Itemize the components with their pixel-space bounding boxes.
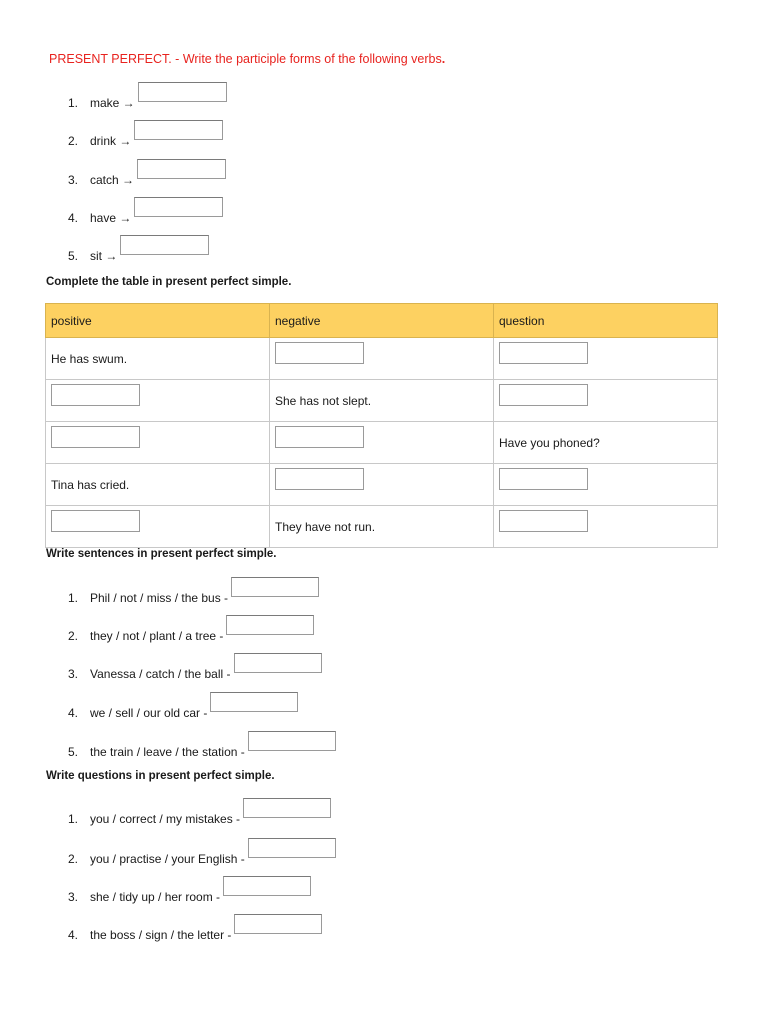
- title-text: PRESENT PERFECT. - Write the participle forms of the following verbs: [49, 52, 442, 66]
- answer-field[interactable]: [275, 468, 364, 490]
- item-number: 5.: [68, 745, 79, 759]
- column-header-question: question: [494, 304, 718, 338]
- table-cell: [494, 380, 718, 422]
- table-cell: [270, 338, 494, 380]
- item-number: 1.: [68, 812, 79, 826]
- answer-field[interactable]: [51, 384, 140, 406]
- item-prompt: Phil / not / miss / the bus -: [90, 591, 229, 605]
- sentences-heading: Write sentences in present perfect simple.: [46, 548, 277, 560]
- item-prompt: sit →: [90, 249, 118, 263]
- answer-field[interactable]: [51, 426, 140, 448]
- table-cell: [270, 464, 494, 506]
- item-prompt: we / sell / our old car -: [90, 706, 208, 720]
- item-prompt: you / correct / my mistakes -: [90, 812, 241, 826]
- item-number: 1.: [68, 96, 79, 110]
- column-header-positive: positive: [46, 304, 270, 338]
- column-header-negative: negative: [270, 304, 494, 338]
- answer-field[interactable]: [223, 876, 311, 896]
- worksheet-title: [49, 52, 445, 66]
- table-cell: [270, 422, 494, 464]
- answer-field[interactable]: [275, 342, 364, 364]
- table-row: [46, 422, 718, 464]
- table-cell: [46, 380, 270, 422]
- table-row: [46, 506, 718, 548]
- list-item: [68, 804, 331, 826]
- item-number: 2.: [68, 134, 79, 148]
- table-row: [46, 338, 718, 380]
- item-number: 3.: [68, 667, 79, 681]
- list-item: [68, 844, 336, 866]
- present-perfect-table: [45, 303, 718, 548]
- answer-field[interactable]: [231, 577, 319, 597]
- table-row: [46, 380, 718, 422]
- list-item: [68, 88, 227, 110]
- list-item: [68, 621, 314, 643]
- item-number: 2.: [68, 629, 79, 643]
- list-item: [68, 203, 223, 225]
- table-cell: He has swum.: [46, 338, 270, 380]
- answer-field[interactable]: [134, 197, 223, 217]
- list-item: [68, 737, 336, 759]
- answer-field[interactable]: [248, 838, 336, 858]
- answer-field[interactable]: [243, 798, 331, 818]
- answer-field[interactable]: [134, 120, 223, 140]
- answer-field[interactable]: [234, 653, 322, 673]
- answer-field[interactable]: [499, 468, 588, 490]
- list-item: [68, 241, 209, 263]
- table-cell: [494, 464, 718, 506]
- answer-field[interactable]: [248, 731, 336, 751]
- answer-field[interactable]: [120, 235, 209, 255]
- item-prompt: have →: [90, 211, 132, 225]
- answer-field[interactable]: [51, 510, 140, 532]
- table-cell: Have you phoned?: [494, 422, 718, 464]
- table-heading: Complete the table in present perfect simple.: [46, 276, 292, 288]
- answer-field[interactable]: [275, 426, 364, 448]
- item-prompt: they / not / plant / a tree -: [90, 629, 224, 643]
- table-cell: [494, 506, 718, 548]
- item-prompt: the train / leave / the station -: [90, 745, 245, 759]
- table-cell: They have not run.: [270, 506, 494, 548]
- item-number: 2.: [68, 852, 79, 866]
- item-number: 5.: [68, 249, 79, 263]
- list-item: [68, 126, 223, 148]
- item-number: 4.: [68, 706, 79, 720]
- item-number: 4.: [68, 928, 79, 942]
- table-cell: Tina has cried.: [46, 464, 270, 506]
- item-prompt: the boss / sign / the letter -: [90, 928, 232, 942]
- table-cell: [46, 506, 270, 548]
- answer-field[interactable]: [137, 159, 226, 179]
- table-cell: [46, 422, 270, 464]
- answer-field[interactable]: [226, 615, 314, 635]
- list-item: [68, 882, 311, 904]
- answer-field[interactable]: [499, 342, 588, 364]
- table-header-row: [46, 304, 718, 338]
- item-number: 4.: [68, 211, 79, 225]
- answer-field[interactable]: [234, 914, 322, 934]
- table-cell: She has not slept.: [270, 380, 494, 422]
- item-number: 3.: [68, 173, 79, 187]
- item-prompt: you / practise / your English -: [90, 852, 245, 866]
- questions-heading: Write questions in present perfect simple.: [46, 770, 275, 782]
- item-number: 1.: [68, 591, 79, 605]
- answer-field[interactable]: [499, 384, 588, 406]
- list-item: [68, 659, 322, 681]
- item-prompt: she / tidy up / her room -: [90, 890, 221, 904]
- answer-field[interactable]: [499, 510, 588, 532]
- answer-field[interactable]: [210, 692, 298, 712]
- answer-field[interactable]: [138, 82, 227, 102]
- item-prompt: Vanessa / catch / the ball -: [90, 667, 231, 681]
- list-item: [68, 920, 322, 942]
- item-prompt: make →: [90, 96, 135, 110]
- list-item: [68, 583, 319, 605]
- table-row: [46, 464, 718, 506]
- item-number: 3.: [68, 890, 79, 904]
- item-prompt: drink →: [90, 134, 132, 148]
- title-dot: .: [441, 52, 446, 66]
- table-cell: [494, 338, 718, 380]
- list-item: [68, 698, 298, 720]
- list-item: [68, 165, 226, 187]
- item-prompt: catch →: [90, 173, 135, 187]
